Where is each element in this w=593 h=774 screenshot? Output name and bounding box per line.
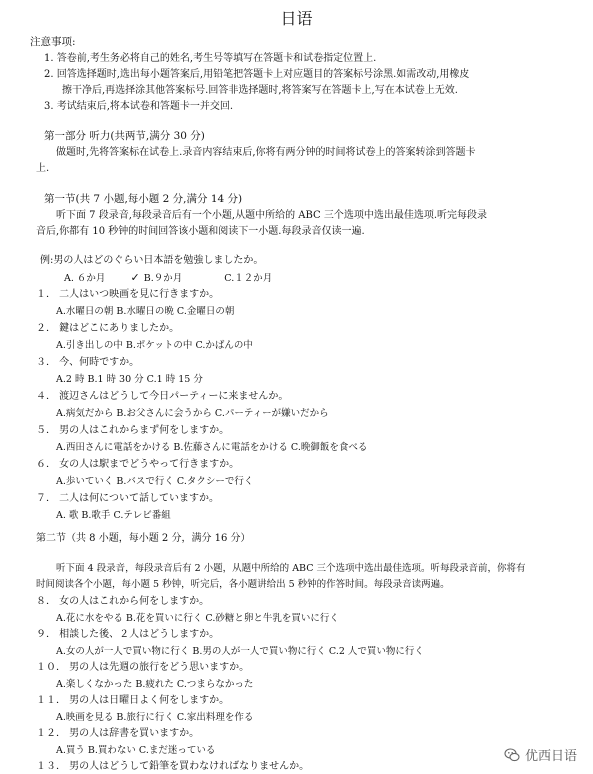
question-6-options: A.歩いていく B.バスで行く C.タクシーで行く	[56, 476, 254, 487]
notice-item-2: 2. 回答选择题时,选出每小题答案后,用铅笔把答题卡上对应题目的答案标号涂黑.如需改动,用橡皮	[44, 69, 470, 80]
question-5: ５． 男の人はこれからまず何をしますか。	[36, 425, 230, 436]
notice-item-1: 1. 答卷前,考生务必将自己的姓名,考生号等填写在答题卡和试卷指定位置上.	[44, 53, 377, 64]
question-8: ８． 女の人はこれから何をしますか。	[36, 596, 210, 607]
question-9-options: A.女の人が一人で買い物に行く B.男の人が一人で買い物に行く C.2 人で買い物に行く	[56, 646, 424, 657]
part1-instr-1: 做题时,先将答案标在试卷上.录音内容结束后,你将有两分钟的时间将试卷上的答案转涂到答题卡	[56, 147, 476, 158]
section1-heading: 第一节(共 7 小题,每小题 2 分,满分 14 分)	[44, 193, 243, 205]
question-9: ９． 相談した後、２人はどうしますか。	[36, 629, 220, 640]
section2-instr-1: 听下面 4 段录音，每段录音后有 2 小题，从题中所给的 ABC 三个选项中选出最佳选项。听每段录音前，你将有	[56, 563, 526, 574]
question-11: １１． 男の人は日曜日よく何をしますか。	[36, 695, 230, 706]
question-12-options: A.買う B.買わない C.まだ迷っている	[56, 745, 216, 756]
question-8-options: A.花に水をやる B.花を買いに行く C.砂糖と卵と牛乳を買いに行く	[56, 613, 339, 624]
notice-item-3: 3. 考试结束后,将本试卷和答题卡一并交回.	[44, 101, 234, 112]
question-1: １． 二人はいつ映画を見に行きますか。	[36, 289, 220, 300]
question-2: ２． 鍵はどこにありましたか。	[36, 323, 180, 334]
question-10-options: A.楽しくなかった B.疲れた C.つまらなかった	[56, 679, 254, 690]
check-icon: ✓	[130, 271, 140, 284]
notice-heading: 注意事项:	[30, 36, 76, 48]
question-10: １０． 男の人は先週の旅行をどう思いますか。	[36, 662, 250, 673]
question-12: １２． 男の人は辞書を買いますか。	[36, 728, 200, 739]
question-7-options: A. 歌 B.歌手 C.テレビ番組	[56, 510, 171, 521]
example-option-b: B.９か月	[143, 273, 183, 284]
example-option-c: C.１２か月	[224, 273, 273, 284]
part1-instr-2: 上.	[36, 163, 50, 174]
question-5-options: A.西田さんに電話をかける B.佐藤さんに電話をかける C.晩御飯を食べる	[56, 442, 368, 453]
page-title: 日语	[280, 9, 313, 28]
wechat-icon	[504, 747, 520, 763]
question-3: ３． 今、何時ですか。	[36, 357, 140, 368]
question-2-options: A.引き出しの中 B.ポケットの中 C.かばんの中	[56, 340, 253, 351]
watermark	[504, 745, 577, 764]
section1-instr-2: 音后,你都有 10 秒钟的时间回答该小题和阅读下一小题.每段录音仅读一遍.	[36, 226, 365, 237]
watermark-text: 优西日语	[524, 749, 577, 764]
section2-instr-2: 时间阅读各个小题，每小题 5 秒钟，听完后，各小题讲给出 5 秒钟的作答时间。每段录音读两遍。	[36, 579, 450, 590]
question-11-options: A.映画を見る B.旅行に行く C.家出料理を作る	[56, 712, 254, 723]
question-6: ６． 女の人は駅までどうやって行きますか。	[36, 459, 240, 470]
question-1-options: A.水曜日の朝 B.水曜日の晩 C.金曜日の朝	[56, 306, 235, 317]
question-7: ７． 二人は何について話していますか。	[36, 493, 219, 504]
section1-instr-1: 听下面 7 段录音,每段录音后有一个小题,从题中所给的 ABC 三个选项中选出最佳选项.听完每段录	[56, 210, 488, 221]
question-3-options: A.2 時 B.1 時 30 分 C.1 時 15 分	[56, 374, 203, 385]
question-4-options: A.病気だから B.お父さんに会うから C.パーティーが嫌いだから	[56, 408, 329, 419]
notice-item-2-cont: 擦干净后,再选择涂其他答案标号.回答非选择题时,将答案写在答题卡上,写在本试卷上无效.	[62, 85, 458, 96]
example-question: 例:男の人はどのぐらい日本語を勉強しましたか。	[40, 255, 264, 266]
question-13: １３． 男の人はどうして鉛筆を買わなければなりませんか。	[36, 761, 310, 772]
part1-heading: 第一部分 听力(共两节,满分 30 分)	[44, 130, 205, 142]
question-4: ４． 渡辺さんはどうして今日パーティーに来ませんか。	[36, 391, 289, 402]
section2-heading: 第二节（共 8 小题，每小题 2 分，满分 16 分）	[36, 533, 251, 544]
example-option-a: A. ６か月	[64, 273, 106, 284]
example-options	[64, 271, 272, 286]
